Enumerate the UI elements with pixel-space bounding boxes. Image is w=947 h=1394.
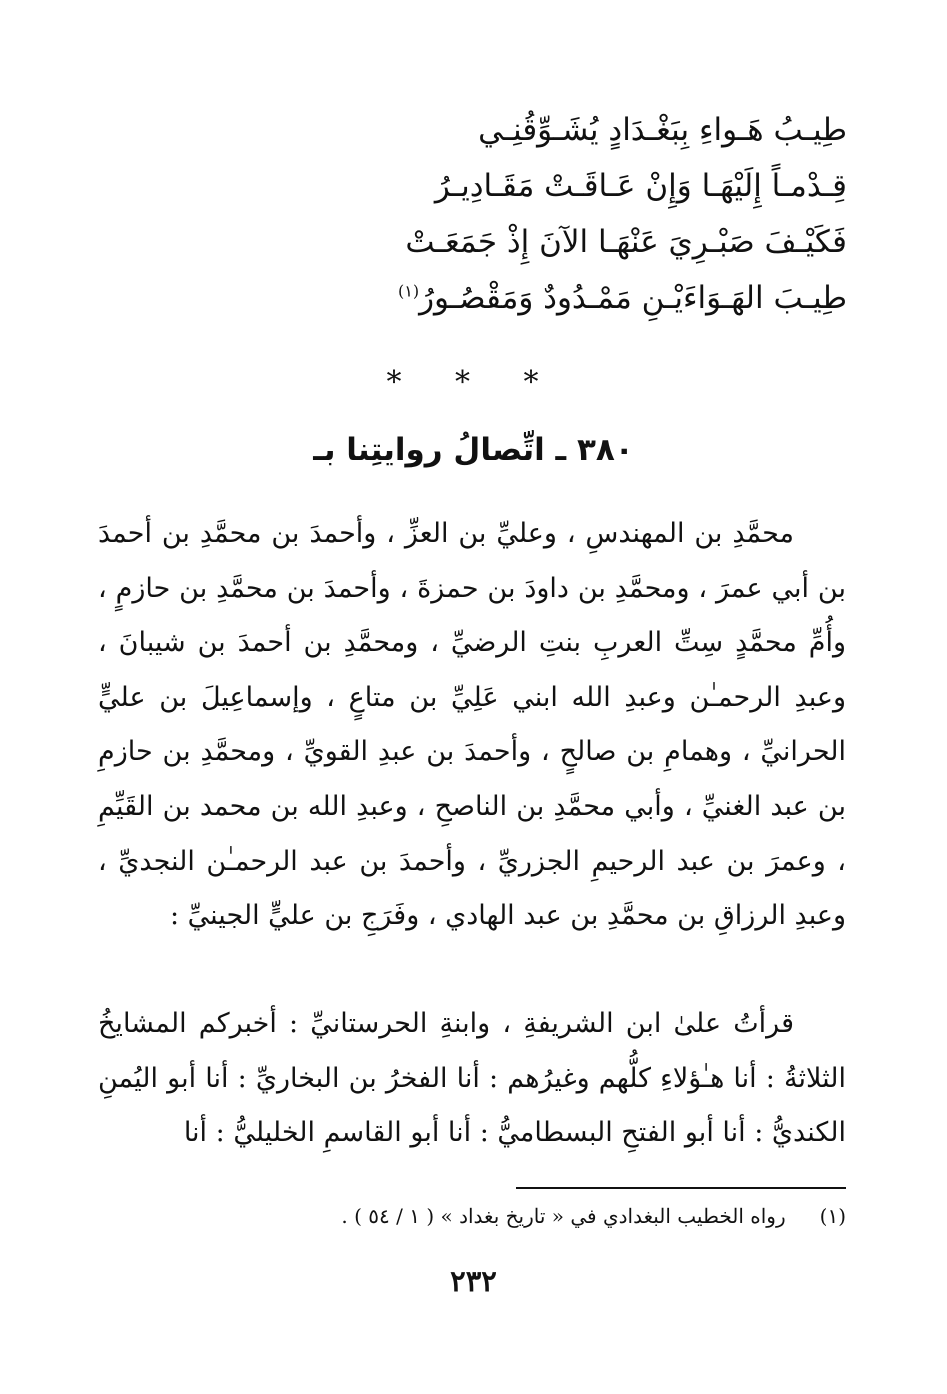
footnote-divider [516, 1187, 846, 1189]
poem-line-1: طِيـبُ هَـواءِ بِبَغْـدَادٍ يُشَـوِّقُنِـي [478, 112, 847, 148]
footnote-text: رواه الخطيب البغدادي في « تاريخ بغداد » ( ١ / ٥٤ ) . [341, 1204, 786, 1228]
footnote-marker: (١) [397, 281, 420, 301]
body-paragraph-1: محمَّدِ بن المهندسِ ، وعليِّ بن العزِّ ، وأحمدَ بن محمَّدِ بن أحمدَ بن أبي عمرَ ، ومحمَّدِ بن داودَ بن حمزةَ ، وأحمدَ بن محمَّدِ بن حازمٍ ، وأُمِّ محمَّدٍ سِتِّ العربِ بنتِ الرضيِّ ، ومحمَّدِ بن أحمدَ بن شيبانَ ، وعبدِ الرحمـٰن وعبدِ الله ابني عَلِيِّ بن متاعٍ ، وإسماعِيلَ بن عليٍّ الحرانيِّ ، وهمامِ بن صالحٍ ، وأحمدَ بن عبدِ القويِّ ، ومحمَّدِ بن حازمِ بن عبد الغنيِّ ، وأبي محمَّدِ بن الناصحِ ، وعبدِ الله بن محمد بن القَيِّمِ ، وعمرَ بن عبد الرحيمِ الجزريِّ ، وأحمدَ بن عبد الرحمـٰن النجديِّ ، وعبدِ الرزاقِ بن محمَّدِ بن عبد الهادي ، وفَرَجِ بن عليٍّ الجينيِّ : [98, 518, 846, 932]
section-separator: * * * [386, 365, 561, 400]
section-title: ٣٨٠ ـ اتِّصالُ روايتِنا بـ [313, 432, 634, 468]
poem-line-3: فَكَيْـفَ صَبْـرِيَ عَنْهَـا الآنَ إِذْ جَمَعَـتْ [405, 224, 847, 260]
footnote [98, 1204, 846, 1228]
poem-line-4 [87, 280, 847, 317]
page-number: ٢٣٢ [450, 1264, 497, 1298]
body-paragraph-2: قرأتُ علىٰ ابن الشريفةِ ، وابنةِ الحرستانيِّ : أخبركم المشايخُ الثلاثةُ : أنا هـٰؤلاءِ كلُّهم وغيرُهم : أنا الفخرُ بن البخاريِّ : أنا أبو اليُمنِ الكنديُّ : أنا أبو الفتحِ البسطاميُّ : أنا أبو القاسمِ الخليليُّ : أنا [98, 1008, 846, 1149]
footnote-number: (١) [819, 1204, 846, 1228]
poem-line-2: قِـدْمـاً إِلَيْهَـا وَإِنْ عَـاقَـتْ مَقَـادِيـرُ [434, 168, 847, 204]
poem-line-4-text: طِيـبَ الهَـوَاءَيْـنِ مَمْـدُودٌ وَمَقْصُـورُ [419, 280, 847, 316]
